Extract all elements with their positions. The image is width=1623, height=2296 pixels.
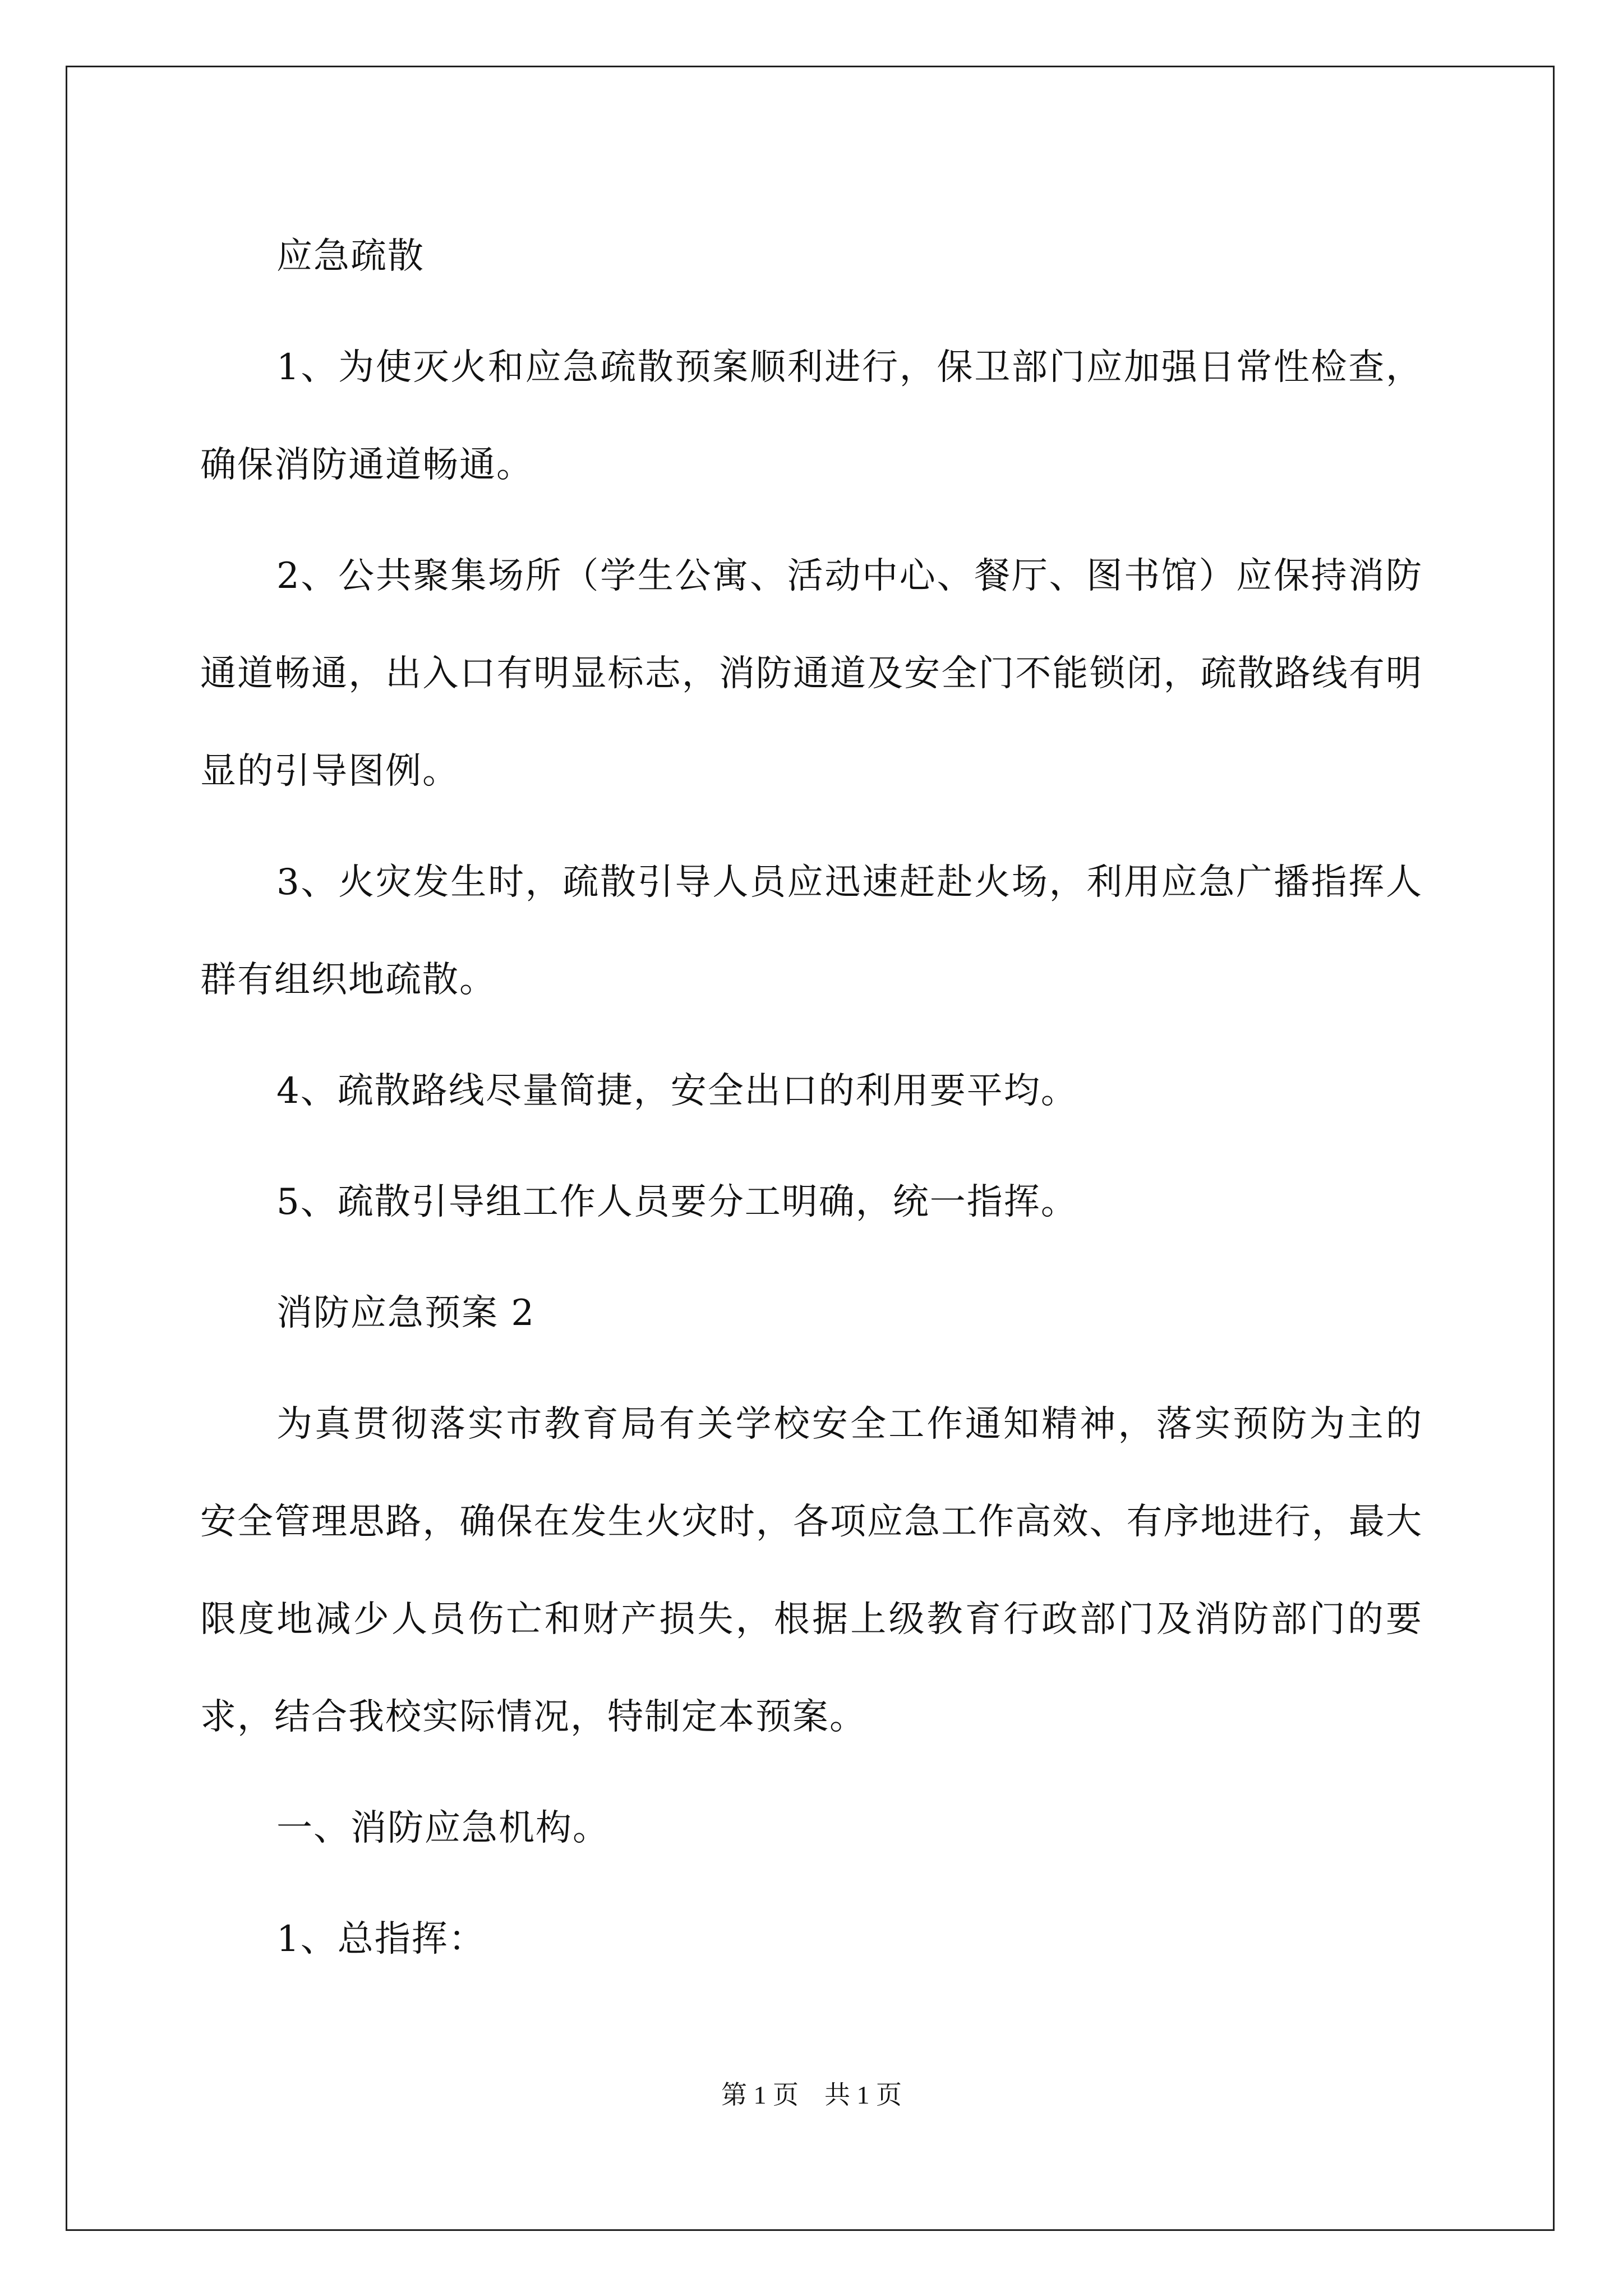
document-body <box>200 208 1423 1988</box>
paragraph-intro: 为真贯彻落实市教育局有关学校安全工作通知精神，落实预防为主的安全管理思路，确保在发生火灾时，各项应急工作高效、有序地进行，最大限度地减少人员伤亡和财产损失，根据上级教育行政部门及消防部门的要求，结合我校实际情况，特制定本预案。 <box>200 1404 1423 1738</box>
paragraph-item-5: 5、疏散引导组工作人员要分工明确，统一指挥。 <box>276 1181 1078 1223</box>
paragraph-heading-evacuation: 应急疏散 <box>276 236 425 277</box>
paragraph-section-title: 消防应急预案 2 <box>276 1292 536 1334</box>
paragraph-subheading: 一、消防应急机构。 <box>276 1807 610 1849</box>
paragraph-commander: 1、总指挥： <box>276 1918 486 1960</box>
page-number-footer: 第 1 页 共 1 页 <box>721 2081 902 2109</box>
paragraph-item-2: 2、公共聚集场所（学生公寓、活动中心、餐厅、图书馆）应保持消防通道畅通，出入口有明显标志，消防通道及安全门不能锁闭，疏散路线有明显的引导图例。 <box>200 555 1423 792</box>
paragraph-item-1: 1、为使灭火和应急疏散预案顺利进行，保卫部门应加强日常性检查，确保消防通道畅通。 <box>200 347 1423 486</box>
paragraph-item-3: 3、火灾发生时，疏散引导人员应迅速赶赴火场，利用应急广播指挥人群有组织地疏散。 <box>200 862 1423 1001</box>
paragraph-item-4: 4、疏散路线尽量简捷，安全出口的利用要平均。 <box>276 1070 1078 1112</box>
